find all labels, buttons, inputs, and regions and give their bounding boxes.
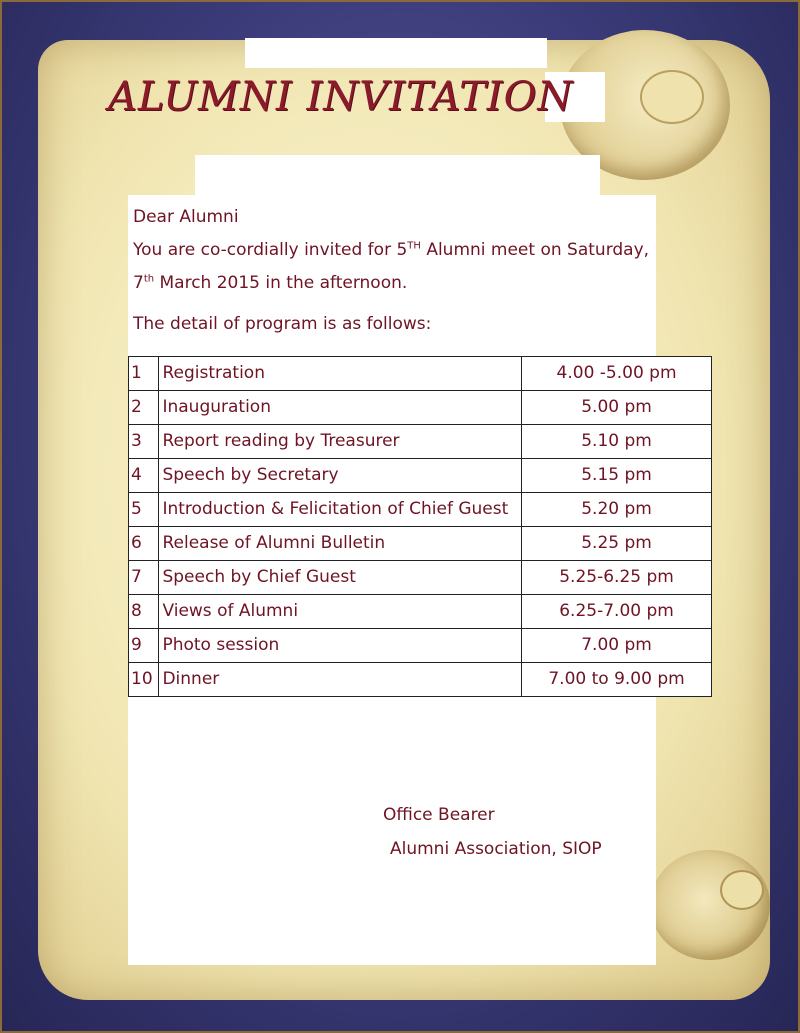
program-row-number: 6	[129, 527, 159, 561]
invite-line-2-suffix: March 2015 in the afternoon.	[154, 273, 408, 293]
program-row-time: 4.00 -5.00 pm	[522, 357, 712, 391]
program-row-time: 5.10 pm	[522, 425, 712, 459]
program-row-event: Photo session	[159, 629, 522, 663]
program-row-event: Speech by Secretary	[159, 459, 522, 493]
program-intro: The detail of program is as follows:	[133, 314, 432, 334]
program-row	[129, 391, 712, 425]
scroll-roll-bottom-curl	[720, 870, 764, 910]
program-row	[129, 459, 712, 493]
program-table	[128, 356, 712, 697]
program-row-event: Speech by Chief Guest	[159, 561, 522, 595]
program-row-time: 5.25 pm	[522, 527, 712, 561]
white-patch-subtitle	[195, 155, 600, 195]
program-row-event: Introduction & Felicitation of Chief Guest	[159, 493, 522, 527]
program-row-time: 7.00 pm	[522, 629, 712, 663]
invitation-title: ALUMNI INVITATION	[108, 74, 574, 120]
program-row-number: 8	[129, 595, 159, 629]
greeting: Dear Alumni	[133, 207, 239, 227]
program-row	[129, 425, 712, 459]
program-row-time: 5.00 pm	[522, 391, 712, 425]
program-row-time: 5.15 pm	[522, 459, 712, 493]
program-row-number: 2	[129, 391, 159, 425]
invite-line-1-suffix: Alumni meet on Saturday,	[420, 240, 650, 260]
scroll-roll-top-curl	[640, 70, 704, 124]
signature-title: Office Bearer	[383, 805, 495, 825]
program-row-number: 7	[129, 561, 159, 595]
invite-line-2-prefix: 7	[133, 273, 144, 293]
program-row-number: 9	[129, 629, 159, 663]
invite-line-2	[133, 273, 407, 293]
program-row-time: 7.00 to 9.00 pm	[522, 663, 712, 697]
invite-line-1-prefix: You are co-cordially invited for 5	[133, 240, 408, 260]
program-row-event: Registration	[159, 357, 522, 391]
program-row	[129, 493, 712, 527]
program-row	[129, 595, 712, 629]
program-row-event: Report reading by Treasurer	[159, 425, 522, 459]
program-row-number: 10	[129, 663, 159, 697]
program-row-number: 5	[129, 493, 159, 527]
program-row	[129, 663, 712, 697]
program-row-time: 5.25-6.25 pm	[522, 561, 712, 595]
program-row-event: Views of Alumni	[159, 595, 522, 629]
program-row	[129, 629, 712, 663]
invite-line-2-superscript: th	[143, 273, 155, 285]
program-row-time: 5.20 pm	[522, 493, 712, 527]
program-row-event: Dinner	[159, 663, 522, 697]
program-row-number: 1	[129, 357, 159, 391]
program-row	[129, 561, 712, 595]
program-row-number: 3	[129, 425, 159, 459]
program-row	[129, 527, 712, 561]
program-row-event: Release of Alumni Bulletin	[159, 527, 522, 561]
program-row	[129, 357, 712, 391]
white-patch-top	[245, 38, 547, 68]
program-row-time: 6.25-7.00 pm	[522, 595, 712, 629]
program-row-number: 4	[129, 459, 159, 493]
invite-line-1-superscript: TH	[407, 240, 421, 252]
program-row-event: Inauguration	[159, 391, 522, 425]
invite-line-1	[133, 240, 649, 260]
signature-organization: Alumni Association, SIOP	[390, 839, 602, 859]
